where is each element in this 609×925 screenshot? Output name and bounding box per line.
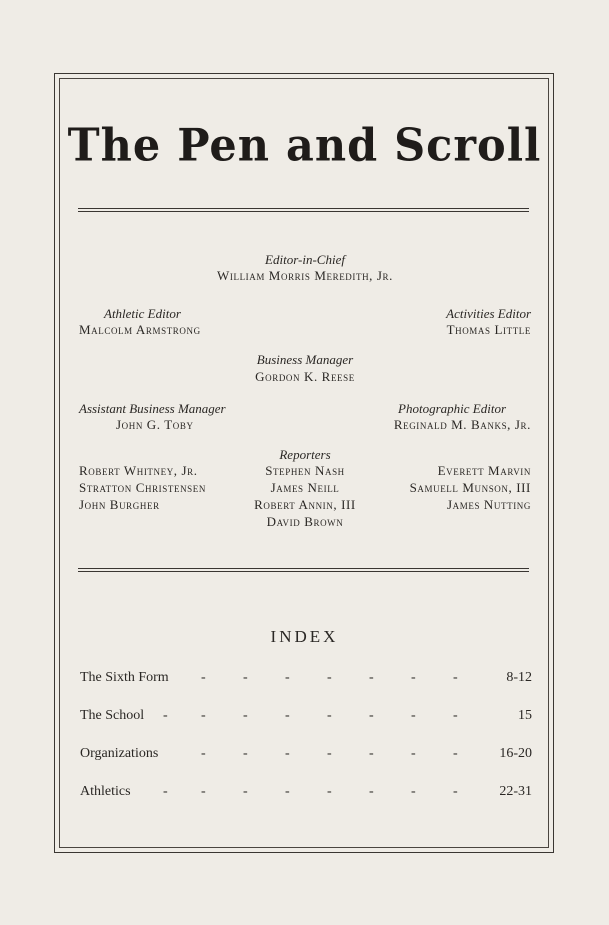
index-leader-dash: -: [243, 784, 248, 799]
reporter-name: James Nutting: [447, 497, 531, 512]
reporter-name: Everett Marvin: [437, 463, 531, 478]
index-entry-pages: 15: [518, 708, 532, 723]
reporter-name: Stratton Christensen: [79, 480, 206, 495]
index-leader-dash: -: [453, 746, 458, 761]
index-entry-label: The School: [80, 708, 145, 723]
reporter-name: Robert Whitney, Jr.: [79, 463, 198, 478]
reporter-name: Stephen Nash: [265, 463, 345, 478]
index-leader-dash: -: [163, 708, 168, 723]
business-role: Business Manager: [256, 352, 354, 367]
reporter-name: John Burgher: [79, 497, 160, 512]
index-leader-dash: -: [201, 670, 206, 685]
index-leader-dash: -: [327, 784, 332, 799]
index-leader-dash: -: [453, 784, 458, 799]
index-entry-label: Athletics: [80, 784, 131, 799]
divider-top: [78, 208, 529, 212]
index-leader-dash: -: [369, 708, 374, 723]
index-leader-dash: -: [243, 670, 248, 685]
index-leader-dash: -: [285, 746, 290, 761]
index-leader-dash: -: [369, 784, 374, 799]
business-name: Gordon K. Reese: [255, 369, 355, 384]
reporters-role: Reporters: [279, 447, 331, 462]
index-leader-dash: -: [453, 670, 458, 685]
index-entry-pages: 22-31: [499, 784, 532, 799]
index-leader-dash: -: [285, 784, 290, 799]
index-leader-dash: -: [369, 746, 374, 761]
athletic-name: Malcolm Armstrong: [79, 322, 201, 337]
index-entry-pages: 16-20: [499, 746, 532, 761]
index-leader-dash: -: [243, 708, 248, 723]
page-title: The Pen and Scroll: [67, 119, 542, 173]
index-leader-dash: -: [411, 746, 416, 761]
divider-bottom: [78, 568, 529, 572]
index-entry-label: Organizations: [80, 746, 159, 761]
index-leader-dash: -: [327, 746, 332, 761]
index-leader-dash: -: [327, 670, 332, 685]
reporter-name: Robert Annin, III: [254, 497, 356, 512]
index-leader-dash: -: [327, 708, 332, 723]
index-leader-dash: -: [201, 708, 206, 723]
index-leader-dash: -: [201, 784, 206, 799]
photo-name: Reginald M. Banks, Jr.: [393, 417, 531, 432]
index-leader-dash: -: [453, 708, 458, 723]
index-leader-dash: -: [163, 784, 168, 799]
index-leader-dash: -: [411, 708, 416, 723]
index-leader-dash: -: [369, 670, 374, 685]
index-leader-dash: -: [201, 746, 206, 761]
index-entry-label: The Sixth Form: [80, 670, 169, 685]
reporter-name: David Brown: [266, 514, 344, 529]
index-leader-dash: -: [243, 746, 248, 761]
index-leader-dash: -: [411, 784, 416, 799]
photo-role: Photographic Editor: [398, 401, 506, 416]
index-leader-dash: -: [285, 670, 290, 685]
asst-business-name: John G. Toby: [116, 417, 194, 432]
athletic-role: Athletic Editor: [104, 306, 181, 321]
index-heading: INDEX: [270, 627, 339, 646]
editor-role: Editor-in-Chief: [265, 252, 345, 267]
activities-name: Thomas Little: [446, 322, 531, 337]
index-entry-pages: 8-12: [506, 670, 532, 685]
reporter-name: Samuell Munson, III: [409, 480, 531, 495]
editor-name: William Morris Meredith, Jr.: [217, 268, 393, 283]
asst-business-role: Assistant Business Manager: [79, 401, 226, 416]
reporter-name: James Neill: [270, 480, 340, 495]
index-leader-dash: -: [285, 708, 290, 723]
index-leader-dash: -: [411, 670, 416, 685]
activities-role: Activities Editor: [446, 306, 531, 321]
